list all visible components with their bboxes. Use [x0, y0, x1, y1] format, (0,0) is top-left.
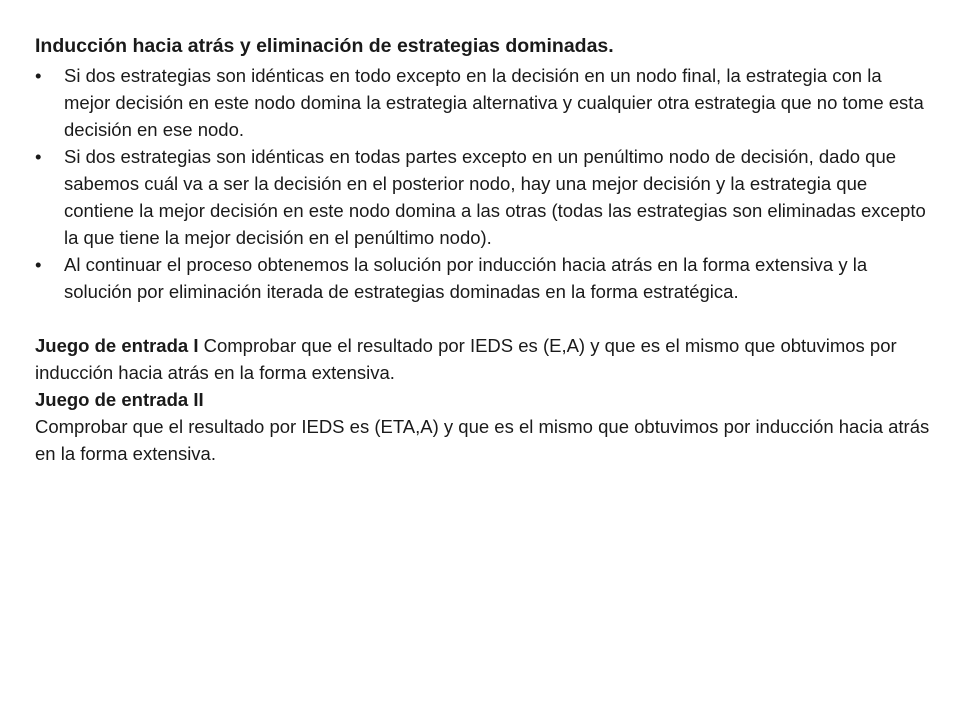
bullet-list [35, 62, 930, 305]
game1-paragraph [35, 332, 930, 386]
game1-label: Juego de entrada I [35, 335, 199, 356]
slide-content [35, 33, 930, 467]
bullet-text: Si dos estrategias son idénticas en todas partes excepto en un penúltimo nodo de decisión, dado que sabemos cuál va a ser la decisión en el posterior nodo, hay una mejor decisión y la estrategia que contiene la mejor decisión en este nodo domina a las otras (todas las estrategias son eliminadas excepto la que tiene la mejor decisión en el penúltimo nodo). [64, 146, 926, 248]
game2-text: Comprobar que el resultado por IEDS es (ETA,A) y que es el mismo que obtuvimos por inducción hacia atrás en la forma extensiva. [35, 416, 930, 464]
bullet-icon: • [35, 146, 42, 167]
spacer [35, 305, 930, 332]
bullet-icon: • [35, 254, 42, 275]
game1-text: Comprobar que el resultado por IEDS es (E,A) y que es el mismo que obtuvimos por inducción hacia atrás en la forma extensiva. [35, 335, 897, 383]
bullet-item [35, 251, 930, 305]
bullet-icon: • [35, 65, 42, 86]
bullet-text: Al continuar el proceso obtenemos la solución por inducción hacia atrás en la forma extensiva y la solución por eliminación iterada de estrategias dominadas en la forma estratégica. [64, 254, 868, 302]
slide-heading: Inducción hacia atrás y eliminación de estrategias dominadas. [35, 35, 614, 57]
game2-label: Juego de entrada II [35, 389, 204, 410]
bullet-item [35, 143, 930, 251]
bullet-item [35, 62, 930, 143]
bullet-text: Si dos estrategias son idénticas en todo excepto en la decisión en un nodo final, la estrategia con la mejor decisión en este nodo domina la estrategia alternativa y cualquier otra estrategia que no tome esta decisión en ese nodo. [64, 65, 924, 140]
